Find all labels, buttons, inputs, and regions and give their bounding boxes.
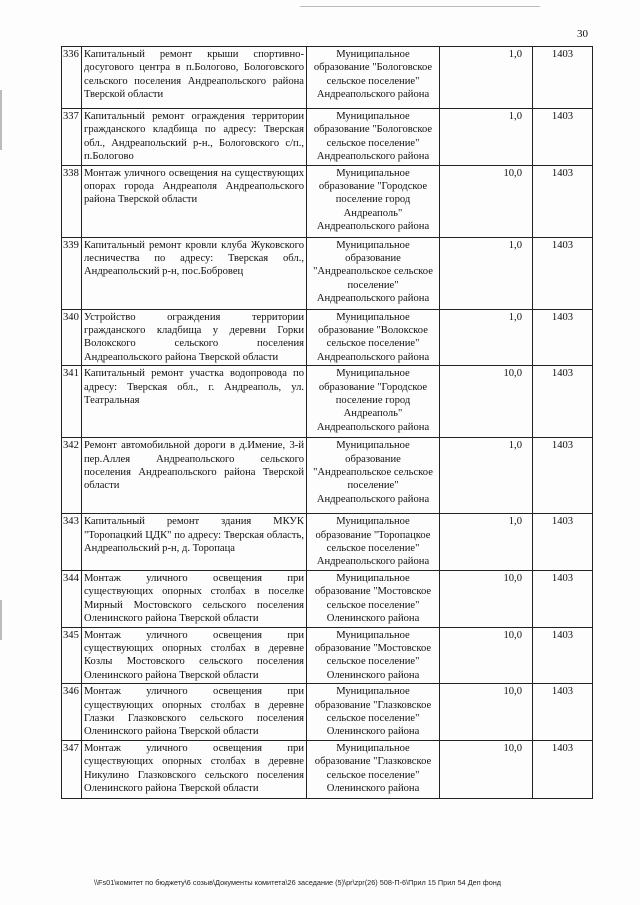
footer-file-path: \\Fs01\комитет по бюджету\6 созыв\Документы комитета\26 заседание (5)\pr\zpr(26) 508-П-6\Прил 15 Прил 54 Деп фонд [94, 878, 502, 887]
row-number: 339 [62, 237, 82, 309]
budget-code: 1403 [533, 47, 593, 109]
object-description: Капитальный ремонт здания МКУК "Торопацкий ЦДК" по адресу: Тверская область, Андреапольский р-н, д. Торопаца [82, 514, 307, 571]
table-row [62, 47, 593, 109]
budget-code: 1403 [533, 570, 593, 627]
municipality-name: Муниципальное образование "Бологовское сельское поселение" Андреапольского района [307, 47, 440, 109]
municipality-name: Муниципальное образование "Глазковское сельское поселение" Оленинского района [307, 740, 440, 798]
table-row [62, 366, 593, 438]
row-number: 345 [62, 627, 82, 684]
row-number: 336 [62, 47, 82, 109]
row-number: 347 [62, 740, 82, 798]
row-number: 338 [62, 165, 82, 237]
municipality-name: Муниципальное образование "Мостовское сельское поселение" Оленинского района [307, 570, 440, 627]
municipality-name: Муниципальное образование "Бологовское сельское поселение" Андреапольского района [307, 109, 440, 166]
page-number: 30 [577, 28, 588, 40]
table-row [62, 514, 593, 571]
amount-value: 10,0 [440, 684, 533, 741]
table-row [62, 570, 593, 627]
table-row [62, 438, 593, 514]
budget-code: 1403 [533, 109, 593, 166]
amount-value: 10,0 [440, 627, 533, 684]
row-number: 346 [62, 684, 82, 741]
amount-value: 1,0 [440, 237, 533, 309]
amount-value: 10,0 [440, 165, 533, 237]
scan-artifact-mark [0, 600, 2, 640]
table-row [62, 684, 593, 741]
budget-code: 1403 [533, 627, 593, 684]
amount-value: 1,0 [440, 514, 533, 571]
object-description: Капитальный ремонт участка водопровода по адресу: Тверская обл., г. Андреаполь, ул. Театральная [82, 366, 307, 438]
row-number: 342 [62, 438, 82, 514]
table-row [62, 740, 593, 798]
budget-code: 1403 [533, 366, 593, 438]
amount-value: 1,0 [440, 109, 533, 166]
scan-artifact-line [300, 6, 540, 7]
row-number: 340 [62, 309, 82, 366]
table-row [62, 237, 593, 309]
scan-artifact-mark [0, 90, 2, 150]
table-row [62, 627, 593, 684]
object-description: Капитальный ремонт крыши спортивно-досугового центра в п.Бологово, Бологовского сельского поселения Андреапольского района Тверской области [82, 47, 307, 109]
row-number: 344 [62, 570, 82, 627]
municipality-name: Муниципальное образование "Волокское сельское поселение" Андреапольского района [307, 309, 440, 366]
municipality-name: Муниципальное образование "Мостовское сельское поселение" Оленинского района [307, 627, 440, 684]
amount-value: 10,0 [440, 366, 533, 438]
row-number: 343 [62, 514, 82, 571]
object-description: Капитальный ремонт ограждения территории гражданского кладбища по адресу: Тверская обл., Андреапольский р-н., Бологовского с/п., п.Бологово [82, 109, 307, 166]
object-description: Ремонт автомобильной дороги в д.Имение, 3-й пер.Аллея Андреапольского сельского поселения Андреапольского района Тверской области [82, 438, 307, 514]
budget-code: 1403 [533, 514, 593, 571]
object-description: Капитальный ремонт кровли клуба Жуковского лесничества по адресу: Тверская обл., Андреапольский р-н, пос.Бобровец [82, 237, 307, 309]
object-description: Монтаж уличного освещения при существующих опорных столбах в деревне Козлы Мостовского сельского поселения Оленинского района Тверской области [82, 627, 307, 684]
amount-value: 1,0 [440, 438, 533, 514]
table-body [62, 47, 593, 799]
municipality-name: Муниципальное образование "Андреапольское сельское поселение" Андреапольского района [307, 237, 440, 309]
budget-code: 1403 [533, 684, 593, 741]
budget-code: 1403 [533, 438, 593, 514]
municipality-name: Муниципальное образование "Глазковское сельское поселение" Оленинского района [307, 684, 440, 741]
budget-allocation-table [61, 46, 593, 799]
object-description: Монтаж уличного освещения при существующих опорных столбах в деревне Глазки Глазковского сельского поселения Оленинского района Тверской области [82, 684, 307, 741]
table-row [62, 309, 593, 366]
row-number: 337 [62, 109, 82, 166]
object-description: Устройство ограждения территории гражданского кладбища у деревни Горки Волокского сельского поселения Андреапольского района Тверской области [82, 309, 307, 366]
municipality-name: Муниципальное образование "Торопацкое сельское поселение" Андреапольского района [307, 514, 440, 571]
amount-value: 1,0 [440, 309, 533, 366]
municipality-name: Муниципальное образование "Городское поселение город Андреаполь" Андреапольского района [307, 366, 440, 438]
budget-code: 1403 [533, 165, 593, 237]
table-row [62, 109, 593, 166]
amount-value: 1,0 [440, 47, 533, 109]
object-description: Монтаж уличного освещения при существующих опорных столбах в деревне Никулино Глазковского сельского поселения Оленинского района Тверской области [82, 740, 307, 798]
row-number: 341 [62, 366, 82, 438]
municipality-name: Муниципальное образование "Андреапольское сельское поселение" Андреапольского района [307, 438, 440, 514]
amount-value: 10,0 [440, 740, 533, 798]
object-description: Монтаж уличного освещения при существующих опорных столбах в поселке Мирный Мостовского сельского поселения Оленинского района Тверской области [82, 570, 307, 627]
amount-value: 10,0 [440, 570, 533, 627]
budget-code: 1403 [533, 237, 593, 309]
municipality-name: Муниципальное образование "Городское поселение город Андреаполь" Андреапольского района [307, 165, 440, 237]
object-description: Монтаж уличного освещения на существующих опорах города Андреаполя Андреапольского района Тверской области [82, 165, 307, 237]
budget-code: 1403 [533, 740, 593, 798]
budget-code: 1403 [533, 309, 593, 366]
table-row [62, 165, 593, 237]
